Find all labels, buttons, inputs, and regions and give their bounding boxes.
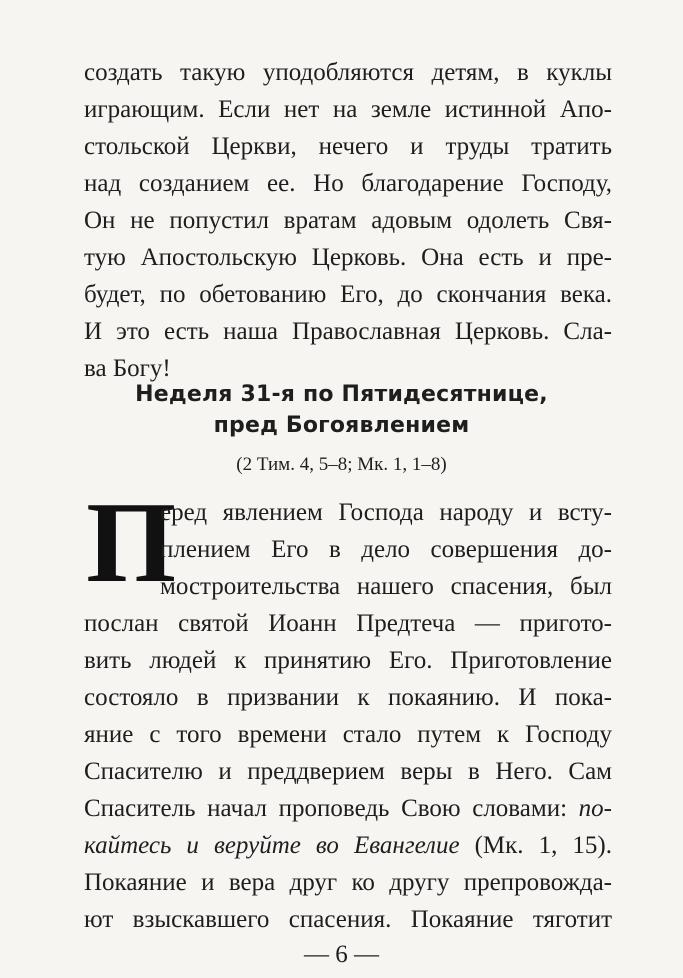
text-line: над созданием ее. Но благодарение Господу, (84, 170, 612, 197)
page-number: — 6 — (304, 941, 379, 968)
text-span: Спаситель начал проповедь Свою словами: (84, 795, 579, 822)
text-line: Он не попустил вратам адовым одолеть Свя- (84, 207, 612, 234)
text-line (84, 829, 612, 863)
text-line: плением Его в дело совершения до- (160, 536, 612, 563)
drop-cap-letter: П (86, 479, 177, 607)
text-span: (Мк. 1, 15). (459, 832, 612, 859)
text-line: яние с того времени стало путем к Господу (84, 721, 612, 748)
italic-text: кайтесь и веруйте во Евангелие (84, 832, 460, 859)
section-title-line-1: Неделя 31-я по Пятидесятнице, (135, 382, 548, 407)
text-line: еред явлением Господа народу и всту- (160, 499, 612, 526)
text-line: И это есть наша Православная Церковь. Сла- (84, 318, 612, 345)
text-line: тую Апостольскую Церковь. Она есть и пре- (84, 244, 612, 271)
text-line: будет, по обетованию Его, до скончания века. (84, 281, 612, 308)
text-line: Спасителю и преддверием веры в Него. Сам (84, 758, 612, 785)
text-line: играющим. Если нет на земле истинной Апо- (84, 96, 612, 123)
text-line: создать такую уподобляются детям, в куклы (84, 59, 612, 86)
text-line: стольской Церкви, нечего и труды тратить (84, 133, 612, 160)
text-line (84, 792, 612, 826)
italic-text: по- (578, 795, 612, 822)
text-line: состояло в призвании к покаянию. И пока- (84, 684, 612, 711)
text-line: вить людей к принятию Его. Приготовление (84, 647, 612, 674)
text-line: послан святой Иоанн Предтеча — пригото- (84, 610, 612, 637)
text-line: ва Богу! (84, 355, 171, 382)
text-line: ют взыскавшего спасения. Покаяние тяготит (84, 906, 612, 933)
text-line: Покаяние и вера друг ко другу препровожда- (84, 869, 612, 896)
section-title-line-2: пред Богоявлением (213, 413, 470, 438)
text-line: мостроительства нашего спасения, был (160, 573, 612, 600)
scripture-reference: (2 Тим. 4, 5–8; Мк. 1, 1–8) (236, 454, 447, 475)
